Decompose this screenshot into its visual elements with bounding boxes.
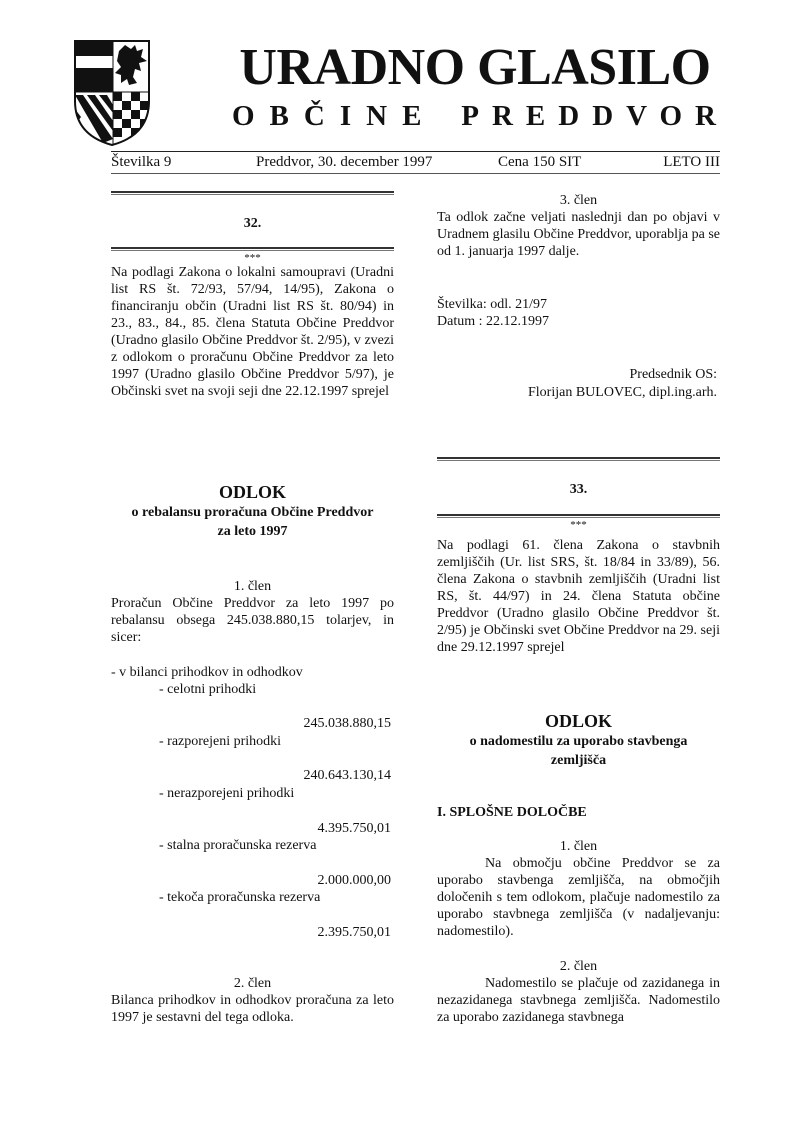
article-text: Bilanca prihodkov in odhodkov proračuna za leto 1997 je sestavni del tega odloka. — [111, 993, 394, 1025]
section-divider — [111, 191, 394, 195]
signer-name: Florijan BULOVEC, dipl.ing.arh. — [528, 385, 717, 400]
balance-item-label: - stalna proračunska rezerva — [159, 838, 317, 853]
decree-subtitle: o nadomestilu za uporabo stavbenga — [469, 734, 688, 749]
publication-subtitle — [232, 100, 729, 132]
article-heading: 1. člen — [233, 579, 272, 594]
issue-number: Številka 9 — [111, 154, 172, 170]
balance-item-label: - nerazporejeni prihodki — [159, 786, 295, 801]
item-number: 33. — [569, 482, 588, 497]
issue-meta-bar — [111, 153, 720, 172]
article-text: Proračun Občine Preddvor za leto 1997 po rebalansu obsega 245.038.880,15 tolarjev, in sicer: — [111, 596, 394, 645]
reference-number: Številka: odl. 21/97 — [437, 297, 548, 312]
article-heading: 1. člen — [559, 839, 598, 854]
coat-of-arms-icon — [73, 39, 151, 147]
meta-rule-top — [111, 151, 720, 152]
section-heading: I. SPLOŠNE DOLOČBE — [437, 805, 587, 820]
issue-price: Cena 150 SIT — [498, 154, 582, 170]
decree-title: ODLOK — [544, 711, 612, 731]
preamble-paragraph: Na podlagi Zakona o lokalni samoupravi (Uradni list RS št. 72/93, 57/94, 14/95), Zakona o financiranju občin (Uradni list RS št. 80/94) in 23., 83., 84., 85. člena Statuta Občine Preddvor (Uradno glasilo Občine Preddvor št. 2/95), v zvezi z odlokom o proračunu Občine Preddvor za leto 1997 (Uradno glasilo Občine Preddvor 5/97), je Občinski svet na svoji seji dne 22.12.1997 sprejel — [111, 265, 394, 399]
subtitle-name: PREDDVOR — [461, 100, 729, 132]
article-heading: 3. člen — [559, 193, 598, 208]
balance-item-amount: 2.395.750,01 — [317, 925, 391, 940]
item-number: 32. — [243, 216, 262, 231]
reference-date: Datum : 22.12.1997 — [437, 314, 549, 329]
subtitle-municipality-label: OBČINE — [232, 100, 437, 132]
decree-subtitle: o rebalansu proračuna Občine Preddvor — [131, 505, 374, 520]
balance-item-amount: 245.038.880,15 — [303, 716, 391, 731]
issue-year: LETO III — [663, 154, 720, 170]
balance-label: - v bilanci prihodkov in odhodkov — [111, 665, 303, 680]
balance-item-amount: 4.395.750,01 — [317, 821, 391, 836]
decree-title: ODLOK — [218, 482, 286, 502]
section-divider — [437, 457, 720, 461]
balance-item-amount: 240.643.130,14 — [303, 768, 391, 783]
article-text: Ta odlok začne veljati naslednji dan po objavi v Uradnem glasilu Občine Preddvor, uporablja pa se od 1. januarja 1997 dalje. — [437, 210, 720, 259]
article-heading: 2. člen — [559, 959, 598, 974]
decree-subtitle: zemljišča — [550, 753, 607, 768]
signer-role: Predsednik OS: — [629, 367, 717, 382]
preamble-paragraph: Na podlagi 61. člena Zakona o stavbnih zemljiščih (Ur. list SRS, št. 18/84 in 33/89), 56. člena Zakona o stavbnih zemljiščih (Uradni list RS, št. 44/97) in 24. člena Statuta občine Preddvor (Uradno glasilo Občine Preddvor št. 2/95) je Občinski svet Občine Preddvor na 29. seji dne 29.12.1997 sprejel — [437, 538, 720, 655]
balance-item-label: - tekoča proračunska rezerva — [159, 890, 321, 905]
balance-item-amount: 2.000.000,00 — [317, 873, 391, 888]
article-text: Nadomestilo se plačuje od zazidanega in nezazidanega stavbnega zemljišča. Nadomestilo za uporabo zazidanega stavbnega — [437, 976, 720, 1025]
issue-place-date: Preddvor, 30. december 1997 — [256, 154, 433, 170]
article-text: Na območju občine Preddvor se za uporabo stavbenga zemljišča, na območjih določenih s tem odlokom, plačuje nadomestilo za uporabo stavbnega zemljišča (v nadaljevanju: nadomestilo). — [437, 856, 720, 939]
section-divider — [111, 247, 394, 251]
balance-item-label: - celotni prihodki — [159, 682, 257, 697]
section-divider — [437, 514, 720, 518]
article-heading: 2. člen — [233, 976, 272, 991]
balance-item-label: - razporejeni prihodki — [159, 734, 282, 749]
decree-subtitle: za leto 1997 — [217, 524, 288, 539]
separator-stars: *** — [244, 252, 261, 264]
separator-stars: *** — [570, 519, 587, 531]
publication-title: URADNO GLASILO — [239, 39, 711, 96]
meta-rule-bottom — [111, 173, 720, 174]
